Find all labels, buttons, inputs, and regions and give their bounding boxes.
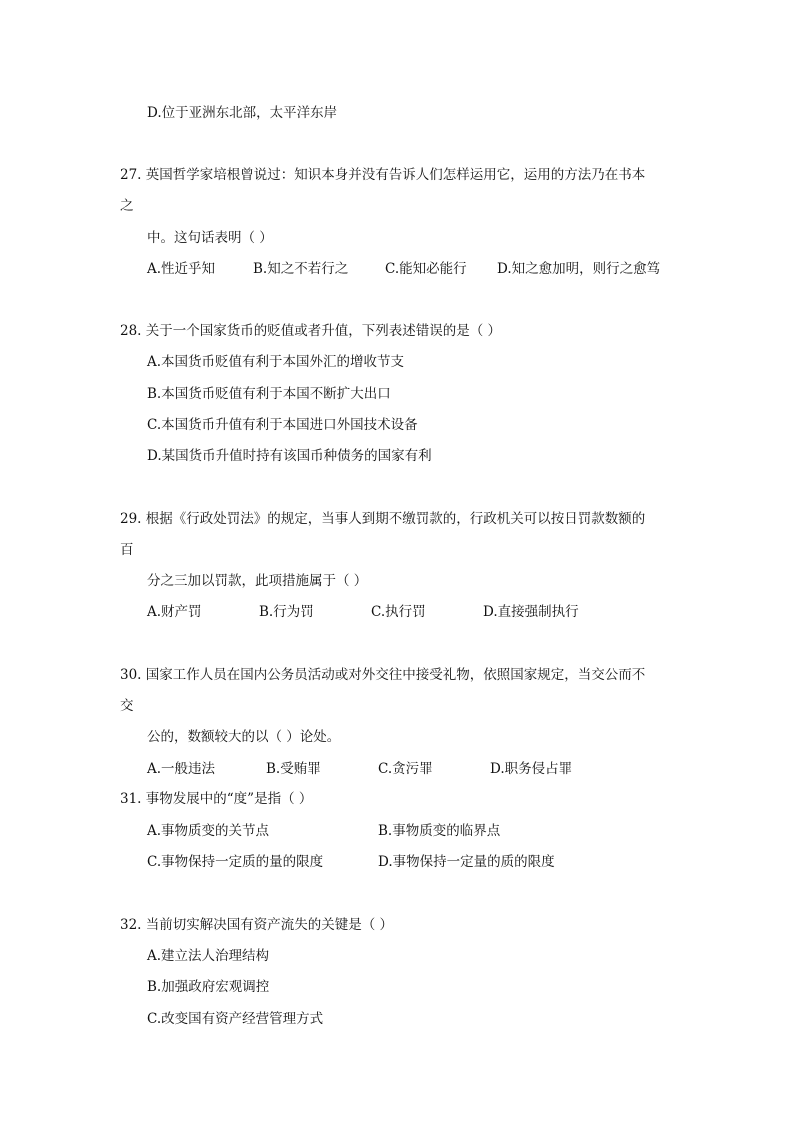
q28-option-d: D.某国货币升值时持有该国币种债务的国家有利 [147, 448, 432, 464]
q29-options [147, 603, 647, 621]
q31-option-a: A.事物质变的关节点 [147, 823, 270, 839]
q27-stem-line1: 27. 英国哲学家培根曾说过：知识本身并没有告诉人们怎样运用它，运用的方法乃在书本 [120, 167, 646, 183]
q27-stem-line3: 中。这句话表明（ ） [147, 230, 273, 246]
q28-option-c: C.本国货币升值有利于本国进口外国技术设备 [147, 417, 418, 433]
q31-stem: 31. 事物发展中的“度”是指（ ） [120, 791, 313, 807]
q29-option-c: C.执行罚 [371, 604, 426, 620]
q32-option-a: A.建立法人治理结构 [147, 948, 270, 964]
q27-option-c: C.能知必能行 [385, 261, 467, 277]
q31-option-d: D.事物保持一定量的质的限度 [378, 854, 555, 870]
q28-option-a: A.本国货币贬值有利于本国外汇的增收节支 [147, 354, 405, 370]
q30-stem-line1: 30. 国家工作人员在国内公务员活动或对外交往中接受礼物，依照国家规定，当交公而不 [120, 667, 646, 683]
q31-option-b: B.事物质变的临界点 [378, 823, 501, 839]
q28-stem: 28. 关于一个国家货币的贬值或者升值，下列表述错误的是（ ） [120, 323, 502, 339]
q29-option-b: B.行为罚 [259, 604, 314, 620]
q27-option-a: A.性近乎知 [147, 261, 216, 277]
q32-option-b: B.加强政府宏观调控 [147, 979, 270, 995]
q30-option-a: A.一般违法 [147, 761, 216, 777]
q32-option-c: C.改变国有资产经营管理方式 [147, 1011, 324, 1027]
q29-stem-line3: 分之三加以罚款，此项措施属于（ ） [147, 573, 368, 589]
q31-options-row2 [147, 853, 667, 871]
q31-options-row1 [147, 822, 667, 840]
q27-options [147, 260, 707, 278]
q30-option-d: D.职务侵占罪 [490, 761, 573, 777]
q32-stem: 32. 当前切实解决国有资产流失的关键是（ ） [120, 917, 394, 933]
q30-stem-line2: 交 [120, 698, 134, 714]
q29-stem-line2: 百 [120, 542, 134, 558]
q30-stem-line3: 公的，数额较大的以（ ）论处。 [147, 729, 341, 745]
q29-option-d: D.直接强制执行 [483, 604, 579, 620]
q27-stem-line2: 之 [120, 198, 134, 214]
q30-option-b: B.受贿罪 [266, 761, 321, 777]
q27-option-d: D.知之愈加明，则行之愈笃 [497, 261, 661, 277]
q26-option-d: D.位于亚洲东北部，太平洋东岸 [147, 105, 338, 121]
q30-options [147, 760, 647, 778]
q28-option-b: B.本国货币贬值有利于本国不断扩大出口 [147, 386, 391, 402]
q30-option-c: C.贪污罪 [378, 761, 433, 777]
q27-option-b: B.知之不若行之 [253, 261, 349, 277]
q31-option-c: C.事物保持一定质的量的限度 [147, 854, 324, 870]
q29-stem-line1: 29. 根据《行政处罚法》的规定，当事人到期不缴罚款的，行政机关可以按日罚款数额的 [120, 511, 646, 527]
q29-option-a: A.财产罚 [147, 604, 202, 620]
